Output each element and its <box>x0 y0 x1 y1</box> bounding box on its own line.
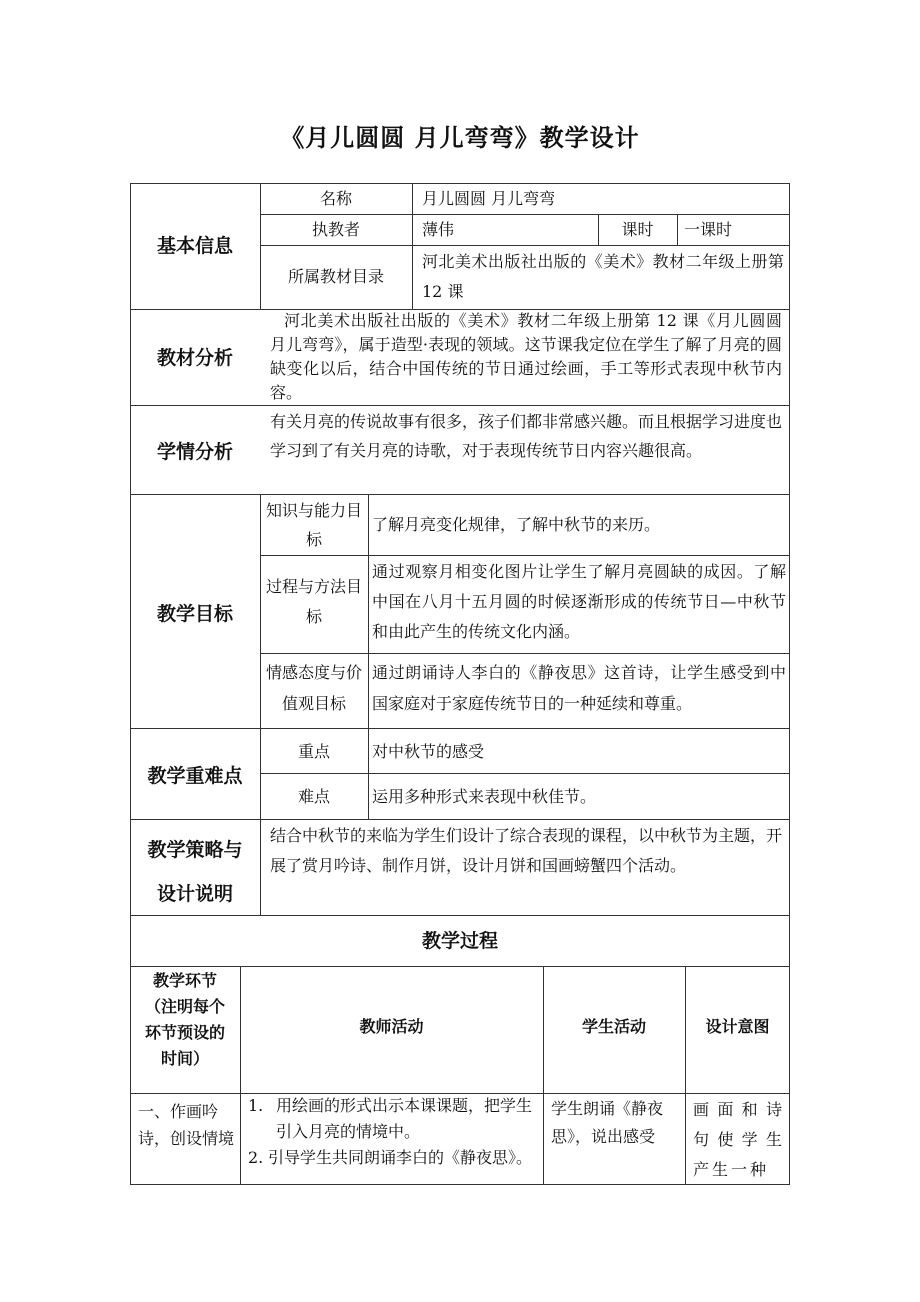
difficult-point-label: 难点 <box>297 787 330 806</box>
process-teacher-activity-1 <box>248 1093 536 1171</box>
textbook-value: 河北美术出版社出版的《美术》教材二年级上册第 12 课 <box>422 252 784 301</box>
material-analysis-text: 河北美术出版社出版的《美术》教材二年级上册第 12 课《月儿圆圆 月儿弯弯》，属于造型·表现的领域。这节课我定位在学生了解了月亮的圆缺变化以后，结合中国传统的节日通过绘画，手工等形式表现中秋节内容。 <box>270 311 782 402</box>
strategy-text: 结合中秋节的来临为学生们设计了综合表现的课程，以中秋节为主题，开展了赏月吟诗、制作月饼，设计月饼和国画螃蟹四个活动。 <box>270 826 783 875</box>
objective-text-emotion: 通过朗诵诗人李白的《静夜思》这首诗，让学生感受到中国家庭对于家庭传统节日的一种延续和尊重。 <box>372 663 786 713</box>
basic-info-heading: 基本信息 <box>156 235 233 257</box>
student-analysis-text: 有关月亮的传说故事有很多，孩子们都非常感兴趣。而且根据学习进度也学习到了有关月亮的诗歌，对于表现传统节日内容兴趣很高。 <box>270 412 783 460</box>
column-stage-header: 教学环节（注明每个环节预设的时间） <box>144 971 225 1068</box>
student-analysis-heading: 学情分析 <box>156 441 233 463</box>
period-value: 一课时 <box>684 220 733 239</box>
column-teacher-header: 教师活动 <box>359 1017 424 1036</box>
key-point-text: 对中秋节的感受 <box>372 742 485 761</box>
list-number: 2. <box>248 1148 264 1167</box>
teacher-label: 执教者 <box>311 220 360 239</box>
objectives-heading: 教学目标 <box>156 603 233 625</box>
textbook-label: 所属教材目录 <box>287 267 384 286</box>
column-intent-header: 设计意图 <box>705 1017 770 1036</box>
name-label: 名称 <box>319 189 352 208</box>
teacher-value: 薄伟 <box>422 220 455 239</box>
process-intent-1: 画面和诗句使学生产生一种 <box>693 1100 785 1179</box>
objective-label-process: 过程与方法目标 <box>265 577 362 626</box>
period-label: 课时 <box>621 220 654 239</box>
objective-label-knowledge: 知识与能力目标 <box>265 501 362 549</box>
name-value: 月儿圆圆 月儿弯弯 <box>422 189 556 208</box>
objective-text-process: 通过观察月相变化图片让学生了解月亮圆缺的成因。了解中国在八月十五月圆的时候逐渐形成的传统节日—中秋节和由此产生的传统文化内涵。 <box>372 562 786 641</box>
process-stage-1: 一、作画吟诗，创设情境 <box>138 1102 235 1148</box>
list-item <box>248 1145 536 1171</box>
list-text: 引导学生共同朗诵李白的《静夜思》。 <box>268 1148 533 1167</box>
process-heading: 教学过程 <box>421 930 498 952</box>
key-points-heading: 教学重难点 <box>147 765 243 787</box>
objective-text-knowledge: 了解月亮变化规律，了解中秋节的来历。 <box>372 515 661 534</box>
objective-label-emotion: 情感态度与价值观目标 <box>265 663 362 713</box>
lesson-plan-table <box>130 183 790 1185</box>
key-point-label: 重点 <box>297 742 330 761</box>
material-analysis-heading: 教材分析 <box>156 347 233 369</box>
list-item <box>248 1093 536 1145</box>
process-student-activity-1: 学生朗诵《静夜思》，说出感受 <box>551 1099 664 1146</box>
column-student-header: 学生活动 <box>581 1017 646 1036</box>
page-title: 《月儿圆圆 月儿弯弯》教学设计 <box>280 124 640 152</box>
strategy-heading: 教学策略与设计说明 <box>147 839 243 905</box>
difficult-point-text: 运用多种形式来表现中秋佳节。 <box>372 787 597 806</box>
list-text: 用绘画的形式出示本课课题，把学生引入月亮的情境中。 <box>276 1096 533 1141</box>
list-number: 1. <box>248 1096 264 1115</box>
